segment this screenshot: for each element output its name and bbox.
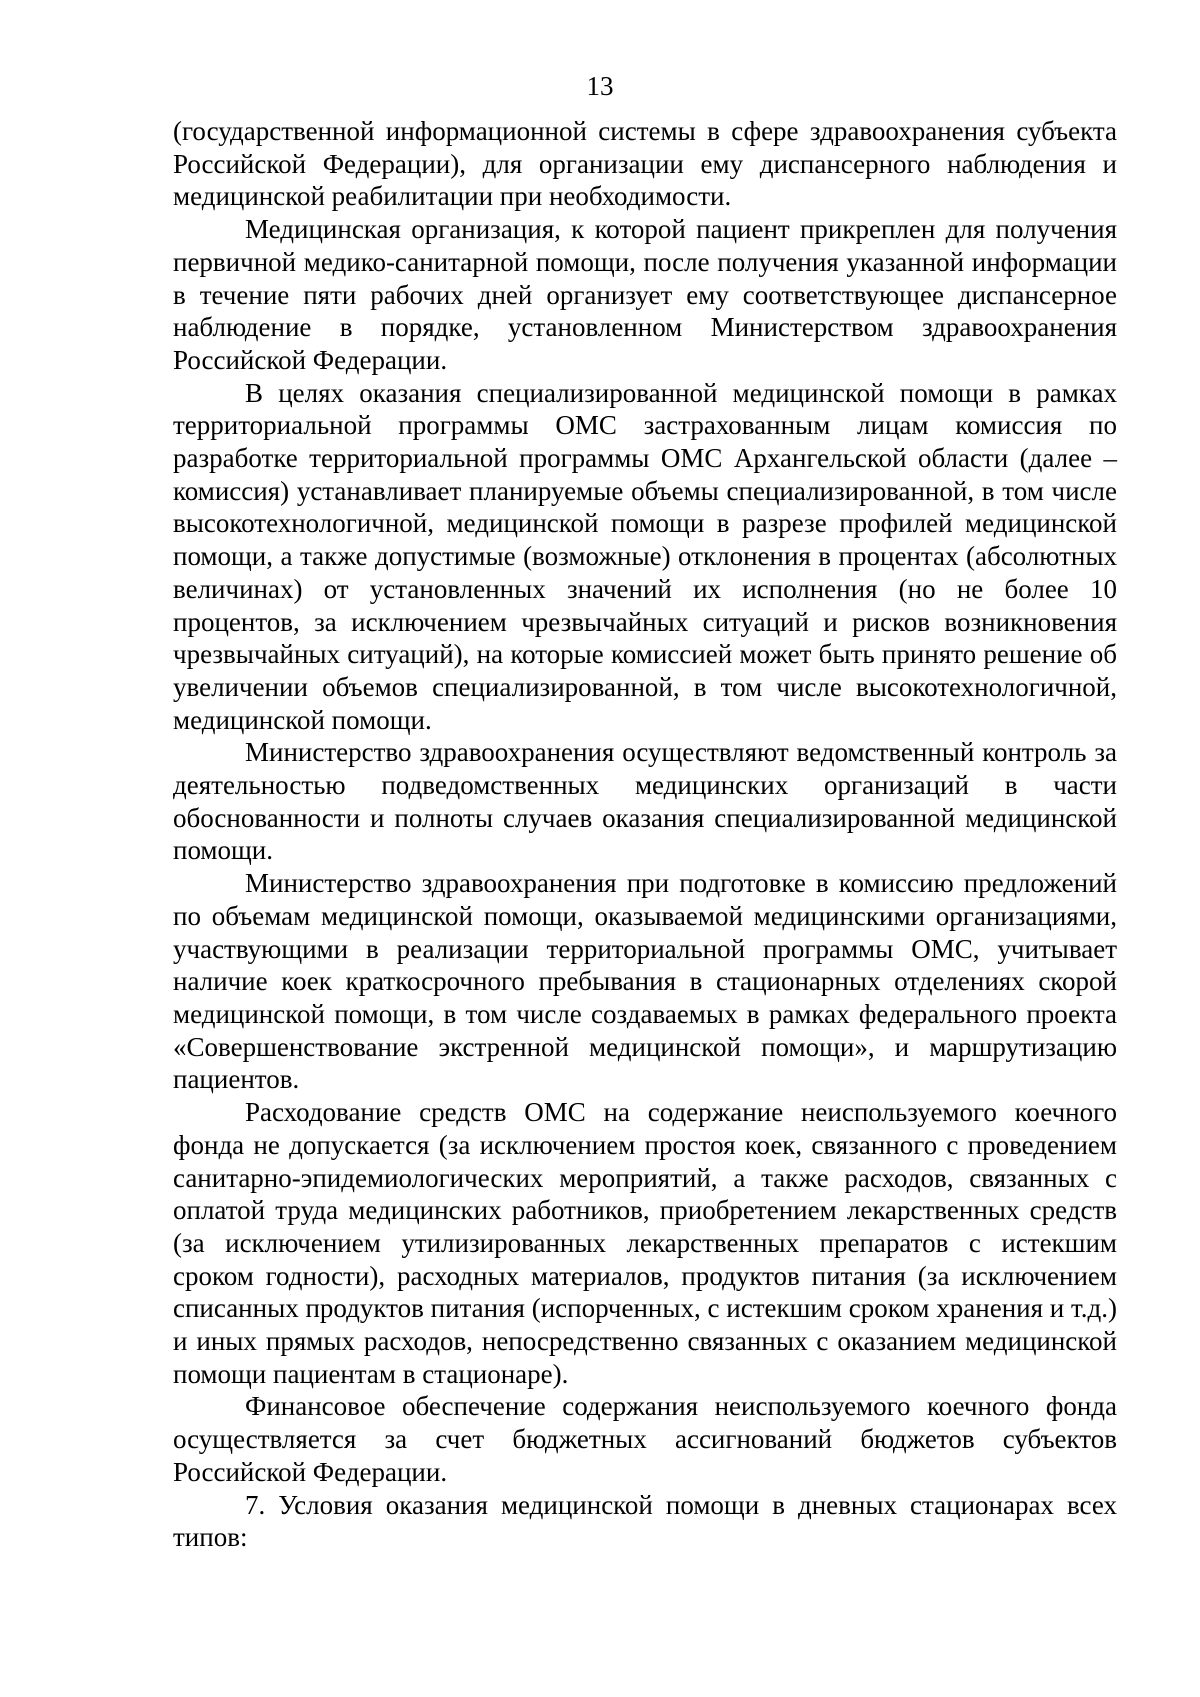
paragraph-unused-beds-expenses: Расходование средств ОМС на содержание неиспользуемого коечного фонда не допускается (за исключением простоя коек, связанного с проведением санитарно-эпидемиологических мероприятий, а также расходов, связанных с оплатой труда медицинских работников, приобретением лекарственных средств (за исключением утилизированных лекарственных препаратов с истекшим сроком годности), расходных материалов, продуктов питания (за исключением списанных продуктов питания (испорченных, с истекшим сроком хранения и т.д.) и иных прямых расходов, непосредственно связанных с оказанием медицинской помощи пациентам в стационаре). bbox=[173, 1097, 1117, 1389]
paragraph-financing: Финансовое обеспечение содержания неиспользуемого коечного фонда осуществляется за счет бюджетных ассигнований бюджетов субъектов Российской Федерации. bbox=[173, 1391, 1117, 1487]
document-body bbox=[173, 115, 1117, 1554]
paragraph-day-hospital-conditions: 7. Условия оказания медицинской помощи в дневных стационарах всех типов: bbox=[173, 1489, 1117, 1553]
paragraph-continuation: (государственной информационной системы в сфере здравоохранения субъекта Российской Федерации), для организации ему диспансерного наблюдения и медицинской реабилитации при необходимости. bbox=[173, 116, 1117, 212]
paragraph-specialized-care-volumes: В целях оказания специализированной медицинской помощи в рамках территориальной программы ОМС застрахованным лицам комиссия по разработке территориальной программы ОМС Архангельской области (далее – комиссия) устанавливает планируемые объемы специализированной, в том числе высокотехнологичной, медицинской помощи в разрезе профилей медицинской помощи, а также допустимые (возможные) отклонения в процентах (абсолютных величинах) от установленных значений их исполнения (но не более 10 процентов, за исключением чрезвычайных ситуаций и рисков возникновения чрезвычайных ситуаций), на которые комиссией может быть принято решение об увеличении объемов специализированной, в том числе высокотехнологичной, медицинской помощи. bbox=[173, 377, 1117, 735]
paragraph-dispensary-observation: Медицинская организация, к которой пациент прикреплен для получения первичной медико-санитарной помощи, после получения указанной информации в течение пяти рабочих дней организует ему соответствующее диспансерное наблюдение в порядке, установленном Министерством здравоохранения Российской Федерации. bbox=[173, 214, 1117, 375]
page-number: 13 bbox=[586, 71, 614, 101]
paragraph-ministry-control: Министерство здравоохранения осуществляют ведомственный контроль за деятельностью подведомственных медицинских организаций в части обоснованности и полноты случаев оказания специализированной медицинской помощи. bbox=[173, 737, 1117, 866]
paragraph-short-stay-beds: Министерство здравоохранения при подготовке в комиссию предложений по объемам медицинской помощи, оказываемой медицинскими организациями, участвующими в реализации территориальной программы ОМС, учитывает наличие коек краткосрочного пребывания в стационарных отделениях скорой медицинской помощи, в том числе создаваемых в рамках федерального проекта «Совершенствование экстренной медицинской помощи», и маршрутизацию пациентов. bbox=[173, 868, 1117, 1095]
